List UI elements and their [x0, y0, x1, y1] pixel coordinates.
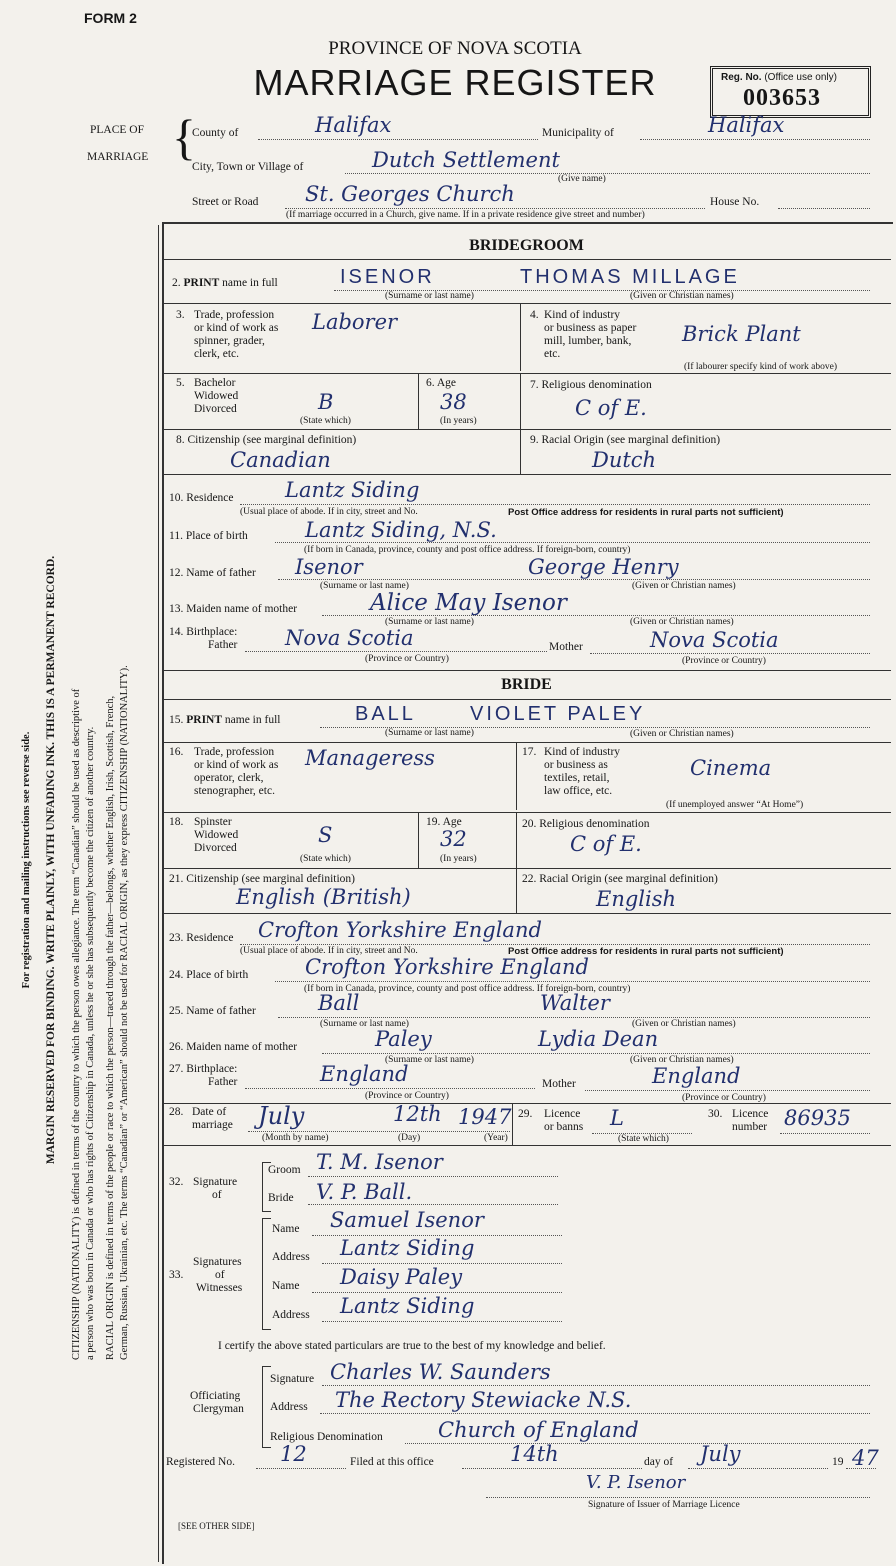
bride-religion: C of E.	[570, 832, 642, 856]
field-32-label-1: Signature	[193, 1176, 238, 1188]
bride-industry: Cinema	[690, 756, 772, 780]
city-line	[345, 173, 870, 174]
groom-religion: C of E.	[575, 396, 647, 420]
county-label: County of	[192, 127, 239, 139]
divider	[162, 699, 891, 700]
field-27-label: 27. Birthplace:	[169, 1063, 238, 1075]
line	[308, 1176, 558, 1177]
field-8-label: 8. Citizenship (see marginal definition)	[176, 434, 357, 446]
clergy-denomination: Church of England	[438, 1418, 639, 1442]
divider	[162, 474, 891, 475]
filed-year: 47	[852, 1446, 879, 1470]
field-32-label-2: of	[212, 1189, 222, 1201]
bride-status: S	[318, 823, 333, 847]
divider	[162, 742, 891, 743]
margin-line-5: RACIAL ORIGIN is defined in terms of the people or race to which the person—traced through the father—belongs, whether English, Irish, Scottish, French,	[105, 695, 116, 1360]
city-label: City, Town or Village of	[192, 161, 304, 173]
margin-line-3: CITIZENSHIP (NATIONALITY) is defined in terms of the country to which the person owes allegiance. The term “Canadian” should be used as descriptive of	[71, 688, 82, 1360]
line	[308, 1204, 558, 1205]
field-2-label: 2. PRINT name in full	[172, 277, 278, 289]
field-17-label-1: Kind of industry	[544, 746, 621, 758]
margin-line-6: German, Russian, Ukrainian, etc. The terms “Canadian” or “American” should not be used for RACIAL ORIGIN, as they express CITIZENSHIP (NATIONALITY).	[119, 665, 130, 1360]
divider	[162, 1145, 891, 1146]
margin-instructions	[20, 360, 170, 1360]
line	[312, 1292, 562, 1293]
caption: (Given or Christian names)	[630, 291, 734, 301]
groom-status: B	[318, 390, 334, 414]
filed-label: Filed at this office	[350, 1456, 434, 1468]
divider	[162, 670, 891, 671]
field-5-label-2: Widowed	[194, 390, 239, 402]
groom-trade: Laborer	[312, 310, 398, 334]
caption: (Given or Christian names)	[630, 617, 734, 627]
field-27-father-label: Father	[208, 1076, 238, 1088]
field-4-num: 4.	[530, 309, 539, 321]
city-value: Dutch Settlement	[372, 148, 560, 172]
issuer-signature: V. P. Isenor	[586, 1472, 686, 1493]
field-15-label: 15. PRINT name in full	[169, 714, 281, 726]
caption: (Province or Country)	[365, 1091, 449, 1101]
divider	[418, 373, 419, 429]
field-17-label-3: textiles, retail,	[544, 772, 610, 784]
field-18-num: 18.	[169, 816, 184, 828]
line	[245, 651, 547, 652]
margin-line-2: MARGIN RESERVED FOR BINDING. WRITE PLAINLY, WITH UNFADING INK. THIS IS A PERMANENT RECORD.	[45, 555, 57, 1165]
house-line	[778, 208, 870, 209]
bride-residence: Crofton Yorkshire England	[258, 918, 542, 942]
filed-day: 14th	[510, 1442, 559, 1466]
bride-racial-origin: English	[596, 887, 677, 911]
bride-father-surname: Ball	[318, 991, 360, 1015]
witness-1-address-label: Address	[272, 1251, 310, 1263]
line	[322, 1321, 562, 1322]
reg-number-box	[710, 66, 871, 118]
line	[248, 1131, 510, 1132]
field-5-label-3: Divorced	[194, 403, 237, 415]
line	[486, 1497, 870, 1498]
divider	[162, 373, 891, 374]
witness-bracket	[262, 1218, 271, 1330]
groom-birthplace: Lantz Siding, N.S.	[305, 518, 497, 542]
county-line	[258, 139, 538, 140]
line	[245, 1088, 535, 1089]
field-33-label-1: Signatures	[193, 1256, 242, 1268]
line	[590, 653, 870, 654]
caption: (Surname or last name)	[385, 291, 474, 301]
field-18-label-2: Widowed	[194, 829, 239, 841]
municipality-value: Halifax	[708, 113, 785, 137]
groom-mother-name: Alice May Isenor	[370, 590, 567, 616]
caption: (Usual place of abode. If in city, street and No.	[240, 507, 418, 517]
field-3-label-2: or kind of work as	[194, 322, 279, 334]
groom-surname: ISENOR	[340, 266, 435, 288]
field-3-label-1: Trade, profession	[194, 309, 275, 321]
divider	[162, 303, 891, 304]
line	[322, 1263, 562, 1264]
caption: (Surname or last name)	[385, 617, 474, 627]
divider	[162, 259, 891, 260]
bride-trade: Manageress	[305, 746, 435, 770]
field-9-label: 9. Racial Origin (see marginal definition)	[530, 434, 721, 446]
line	[688, 1468, 828, 1469]
divider	[520, 373, 521, 429]
certification-text: I certify the above stated particulars are true to the best of my knowledge and belief.	[218, 1340, 606, 1352]
line	[462, 1468, 642, 1469]
witness-1-name: Samuel Isenor	[330, 1208, 484, 1232]
bride-signature: V. P. Ball.	[316, 1180, 413, 1204]
caption: (Surname or last name)	[385, 1055, 474, 1065]
field-18-label-3: Divorced	[194, 842, 237, 854]
field-32-num: 32.	[169, 1176, 184, 1188]
clergy-signature: Charles W. Saunders	[330, 1360, 551, 1384]
line	[585, 1090, 870, 1091]
bride-mother-surname: Paley	[375, 1027, 432, 1051]
field-16-label-2: or kind of work as	[194, 759, 279, 771]
field-4-label-2: or business as paper	[544, 322, 637, 334]
see-other-side: [SEE OTHER SIDE]	[178, 1521, 255, 1531]
caption: Post Office address for residents in rural parts not sufficient)	[508, 507, 784, 518]
field-21-label: 21. Citizenship (see marginal definition)	[169, 873, 355, 885]
groom-citizenship: Canadian	[230, 448, 331, 472]
caption: (Usual place of abode. If in city, street and No.	[240, 946, 418, 956]
county-value: Halifax	[315, 113, 392, 137]
field-28-num: 28.	[169, 1106, 184, 1118]
field-24-label: 24. Place of birth	[169, 969, 249, 981]
field-19-label: 19. Age	[426, 816, 462, 828]
officiating-label-2: Clergyman	[193, 1403, 244, 1415]
field-3-label-3: spinner, grader,	[194, 335, 265, 347]
field-5-num: 5.	[176, 377, 185, 389]
caption: (Province or Country)	[365, 654, 449, 664]
reg-label: Reg. No.	[721, 72, 762, 83]
groom-mother-birthplace: Nova Scotia	[650, 628, 779, 652]
field-7-label: 7. Religious denomination	[530, 379, 652, 391]
caption: (Given or Christian names)	[632, 581, 736, 591]
caption: Post Office address for residents in rural parts not sufficient)	[508, 946, 784, 957]
margin-line-4: a person who was born in Canada or who has rights of Citizenship in Canada, unless he or she has subsequently become the citizen of another country.	[85, 726, 96, 1360]
field-14-father-label: Father	[208, 639, 238, 651]
divider	[162, 913, 891, 914]
witness-2-address: Lantz Siding	[340, 1294, 475, 1318]
line	[275, 981, 870, 982]
reg-number: 003653	[743, 85, 821, 111]
field-27-mother-label: Mother	[542, 1078, 576, 1090]
day-of-label: day of	[644, 1456, 674, 1468]
clergy-denomination-label: Religious Denomination	[270, 1431, 383, 1443]
licence-number: 86935	[784, 1106, 851, 1130]
street-label: Street or Road	[192, 196, 259, 208]
caption: (Surname or last name)	[320, 1019, 409, 1029]
caption: (Given or Christian names)	[630, 729, 734, 739]
registered-number: 12	[280, 1442, 307, 1466]
line	[240, 504, 870, 505]
clergy-address-label: Address	[270, 1401, 308, 1413]
street-value: St. Georges Church	[305, 182, 515, 206]
field-16-num: 16.	[169, 746, 184, 758]
caption: (Day)	[398, 1133, 421, 1143]
caption: (Province or Country)	[682, 1093, 766, 1103]
divider	[162, 429, 891, 430]
line	[405, 1443, 870, 1444]
marriage-day: 12th	[393, 1102, 442, 1126]
caption: (In years)	[440, 416, 477, 426]
margin-line-1: For registration and mailing instructions see reverse side.	[21, 731, 32, 989]
groom-given-names: THOMAS MILLAGE	[520, 266, 740, 288]
field-17-label-4: law office, etc.	[544, 785, 613, 797]
field-29-label-2: or banns	[544, 1121, 584, 1133]
page-title: MARRIAGE REGISTER	[253, 62, 657, 103]
divider	[162, 868, 891, 869]
caption: (Year)	[484, 1133, 508, 1143]
province-heading: PROVINCE OF NOVA SCOTIA	[328, 38, 582, 59]
clergy-address: The Rectory Stewiacke N.S.	[335, 1388, 632, 1412]
caption: (Given or Christian names)	[632, 1019, 736, 1029]
field-30-label-1: Licence	[732, 1108, 769, 1120]
field-18-label-1: Spinster	[194, 816, 232, 828]
bride-heading: BRIDE	[501, 676, 552, 693]
bride-citizenship: English (British)	[236, 885, 411, 909]
field-4-label-1: Kind of industry	[544, 309, 621, 321]
caption: (If born in Canada, province, county and post office address. If foreign-born, country)	[304, 545, 631, 555]
line	[780, 1133, 870, 1134]
field-25-label: 25. Name of father	[169, 1005, 256, 1017]
divider	[162, 812, 891, 813]
marriage-year: 1947	[458, 1105, 512, 1129]
bride-birthplace: Crofton Yorkshire England	[305, 955, 589, 979]
bride-father-given: Walter	[540, 991, 610, 1015]
field-20-label: 20. Religious denomination	[522, 818, 650, 830]
line	[256, 1468, 346, 1469]
caption: (If unemployed answer “At Home”)	[666, 800, 804, 810]
field-16-label-4: stenographer, etc.	[194, 785, 275, 797]
field-16-label-3: operator, clerk,	[194, 772, 264, 784]
divider	[418, 812, 419, 868]
field-4-label-4: etc.	[544, 348, 561, 360]
registered-no-label: Registered No.	[166, 1456, 235, 1468]
municipality-line	[640, 139, 870, 140]
bride-mother-birthplace: England	[652, 1064, 741, 1088]
divider	[516, 812, 517, 868]
caption: (Month by name)	[262, 1133, 329, 1143]
line	[322, 1385, 870, 1386]
groom-signature: T. M. Isenor	[316, 1150, 443, 1174]
groom-father-birthplace: Nova Scotia	[285, 626, 414, 650]
bride-given-names: VIOLET PALEY	[470, 703, 646, 725]
caption: (In years)	[440, 854, 477, 864]
field-11-label: 11. Place of birth	[169, 530, 248, 542]
field-3-num: 3.	[176, 309, 185, 321]
field-14-label: 14. Birthplace:	[169, 626, 238, 638]
field-16-label-1: Trade, profession	[194, 746, 275, 758]
bridegroom-heading: BRIDEGROOM	[469, 237, 584, 254]
field-30-num: 30.	[708, 1108, 723, 1120]
field-17-label-2: or business as	[544, 759, 608, 771]
witness-2-name-label: Name	[272, 1280, 300, 1292]
groom-father-surname: Isenor	[295, 555, 363, 579]
caption: (If labourer specify kind of work above)	[684, 362, 837, 372]
place-note: (If marriage occurred in a Church, give name. If in a private residence give street and number)	[286, 210, 645, 220]
street-line	[285, 208, 705, 209]
field-12-label: 12. Name of father	[169, 567, 256, 579]
field-14-mother-label: Mother	[549, 641, 583, 653]
groom-signature-label: Groom	[268, 1164, 301, 1176]
caption: (State which)	[618, 1134, 669, 1144]
divider	[516, 868, 517, 913]
divider	[520, 303, 521, 371]
field-28-label-2: marriage	[192, 1119, 233, 1131]
groom-age: 38	[440, 390, 467, 414]
clergy-signature-label: Signature	[270, 1373, 315, 1385]
field-10-label: 10. Residence	[169, 492, 234, 504]
line	[275, 542, 870, 543]
line	[278, 1017, 870, 1018]
line	[322, 1053, 870, 1054]
field-30-label-2: number	[732, 1121, 768, 1133]
caption: (State which)	[300, 416, 351, 426]
caption: (Surname or last name)	[320, 581, 409, 591]
caption: (If born in Canada, province, county and post office address. If foreign-born, country)	[304, 984, 631, 994]
bride-father-birthplace: England	[320, 1062, 409, 1086]
marriage-month: July	[258, 1102, 305, 1130]
field-17-num: 17.	[522, 746, 537, 758]
divider	[520, 429, 521, 474]
field-29-num: 29.	[518, 1108, 533, 1120]
line	[240, 944, 870, 945]
field-23-label: 23. Residence	[169, 932, 234, 944]
divider	[516, 742, 517, 810]
house-label: House No.	[710, 196, 760, 208]
field-33-num: 33.	[169, 1269, 184, 1281]
field-28-label-1: Date of	[192, 1106, 227, 1118]
field-33-label-2: of	[215, 1269, 225, 1281]
year-prefix: 19	[832, 1456, 844, 1468]
caption: (Given or Christian names)	[630, 1055, 734, 1065]
caption: (Surname or last name)	[385, 728, 474, 738]
groom-residence: Lantz Siding	[285, 478, 420, 502]
bride-surname: BALL	[355, 703, 416, 725]
field-6-label: 6. Age	[426, 377, 457, 389]
place-label-1: PLACE OF	[90, 124, 144, 136]
field-3-label-4: clerk, etc.	[194, 348, 240, 360]
field-33-label-3: Witnesses	[196, 1282, 243, 1294]
witness-2-address-label: Address	[272, 1309, 310, 1321]
field-5-label-1: Bachelor	[194, 377, 236, 389]
officiating-label-1: Officiating	[190, 1390, 241, 1402]
witness-1-address: Lantz Siding	[340, 1236, 475, 1260]
divider	[512, 1103, 513, 1145]
caption: (Province or Country)	[682, 656, 766, 666]
caption: (State which)	[300, 854, 351, 864]
witness-1-name-label: Name	[272, 1223, 300, 1235]
groom-industry: Brick Plant	[682, 322, 801, 346]
field-13-label: 13. Maiden name of mother	[169, 603, 298, 615]
bride-age: 32	[440, 827, 467, 851]
field-29-label-1: Licence	[544, 1108, 581, 1120]
bride-signature-label: Bride	[268, 1192, 294, 1204]
line	[278, 579, 870, 580]
form-label: FORM 2	[84, 10, 137, 26]
filed-month: July	[700, 1442, 741, 1466]
licence-or-banns: L	[610, 1106, 624, 1130]
witness-2-name: Daisy Paley	[340, 1265, 463, 1289]
place-brace: {	[172, 109, 196, 165]
groom-father-given: George Henry	[528, 555, 679, 579]
field-26-label: 26. Maiden name of mother	[169, 1041, 298, 1053]
groom-racial-origin: Dutch	[592, 448, 657, 472]
field-22-label: 22. Racial Origin (see marginal definition)	[522, 873, 718, 885]
reg-office-label: (Office use only)	[764, 72, 837, 83]
municipality-label: Municipality of	[542, 127, 614, 139]
bride-mother-given: Lydia Dean	[538, 1027, 659, 1051]
give-name-caption: (Give name)	[558, 174, 606, 184]
issuer-caption: Signature of Issuer of Marriage Licence	[588, 1500, 740, 1510]
place-label-2: MARRIAGE	[87, 151, 149, 163]
line	[320, 1413, 870, 1414]
field-4-label-3: mill, lumber, bank,	[544, 335, 632, 347]
